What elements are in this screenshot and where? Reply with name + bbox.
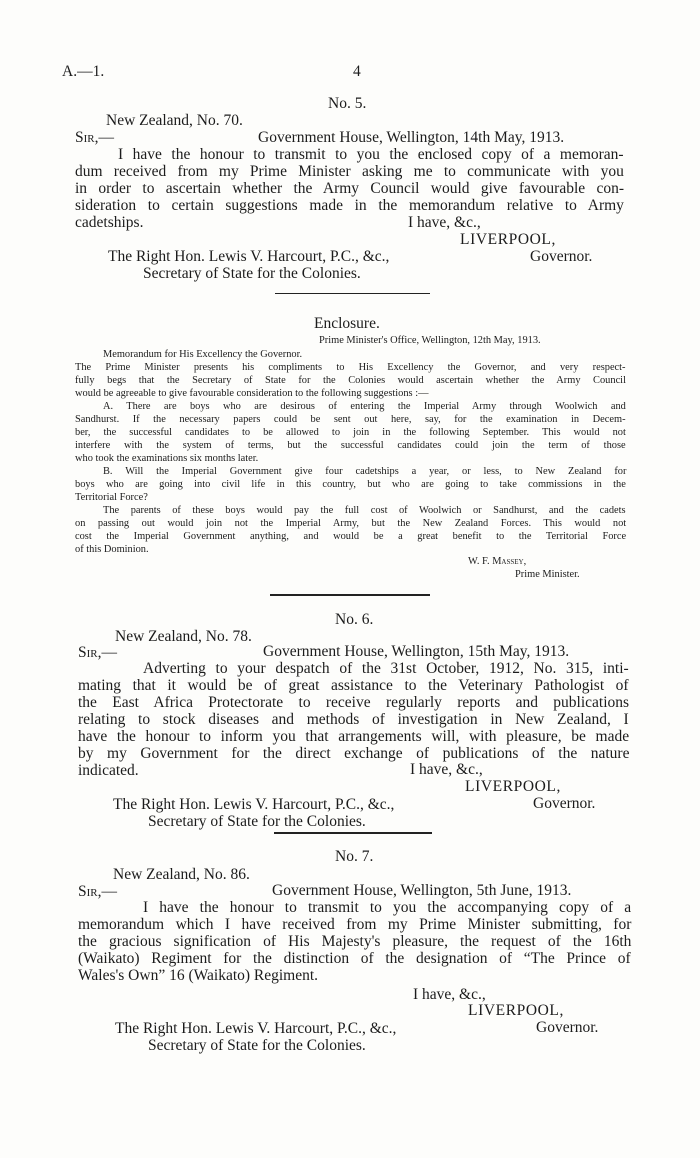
body-line: Adverting to your despatch of the 31st October, 1912, No. 315, inti- [143, 660, 629, 677]
enclosure-line: boys who are going into civil life in this country, but who are going to take commissions in the [75, 479, 626, 490]
page-number: 4 [353, 63, 361, 80]
page-ref: A.—1. [62, 63, 105, 80]
body-line: have the honour to inform you that arrangements will, with pleasure, be made [78, 728, 630, 745]
enclosure-line: would be agreeable to give favourable consideration to the following suggestions :— [75, 388, 429, 399]
enclosure-signatory: W. F. Massey, [468, 556, 527, 567]
enclosure-line: Sandhurst. If the necessary papers could be sent out here, say, for the examination in Decem- [75, 414, 626, 425]
body-line: relating to stock diseases and methods of investigation in New Zealand, I [78, 711, 629, 728]
signature: LIVERPOOL, [468, 1002, 564, 1019]
nz-number: New Zealand, No. 70. [106, 112, 243, 129]
closing: I have, &c., [410, 761, 483, 778]
addressee-role: Secretary of State for the Colonies. [148, 1037, 366, 1054]
enclosure-line: ber, the successful candidates to be allowed to join in the following September. This would not [75, 427, 626, 438]
place-date: Government House, Wellington, 14th May, 1913. [258, 129, 565, 146]
body-line: sideration to certain suggestions made in the memorandum relative to Army [75, 197, 624, 214]
body-line: I have the honour to transmit to you the enclosed copy of a memoran- [118, 146, 624, 163]
enclosure-line: who took the examinations six months later. [75, 453, 259, 464]
divider [275, 293, 430, 294]
place-date: Government House, Wellington, 5th June, 1913. [272, 882, 572, 899]
signature: LIVERPOOL, [465, 778, 561, 795]
signature: LIVERPOOL, [460, 231, 556, 248]
enclosure-line: The Prime Minister presents his compliments to His Excellency the Governor, and very respect- [75, 362, 626, 373]
salutation: Sir,— [75, 129, 114, 146]
enclosure-line: fully begs that the Secretary of State for the Colonies would ascertain whether the Army Council [75, 375, 626, 386]
place-date: Government House, Wellington, 15th May, 1913. [263, 643, 570, 660]
body-line: memorandum which I have received from my Prime Minister submitting, for [78, 916, 632, 933]
divider [270, 594, 430, 596]
body-line: cadetships. [75, 214, 144, 231]
enclosure-line: The parents of these boys would pay the full cost of Woolwich or Sandhurst, and the cadets [103, 505, 626, 516]
addressee-role: Secretary of State for the Colonies. [143, 265, 361, 282]
signatory-title: Governor. [533, 795, 596, 812]
enclosure-line: of this Dominion. [75, 544, 149, 555]
enclosure-line: Territorial Force? [75, 492, 148, 503]
enclosure-line: B. Will the Imperial Government give four cadetships a year, or less, to New Zealand for [103, 466, 627, 477]
nz-number: New Zealand, No. 78. [115, 628, 252, 645]
addressee: The Right Hon. Lewis V. Harcourt, P.C., &c., [108, 248, 390, 265]
body-line: (Waikato) Regiment for the distinction of the designation of “The Prince of [78, 950, 631, 967]
enclosure-heading: Enclosure. [314, 315, 380, 332]
enclosure-line: A. There are boys who are desirous of entering the Imperial Army through Woolwich and [103, 401, 626, 412]
body-line: in order to ascertain whether the Army Council would give favourable con- [75, 180, 625, 197]
enclosure-line: on passing out would join not the Imperial Army, but the New Zealand Forces. This would not [75, 518, 627, 529]
enclosure-line: interfere with the system of terms, but the successful candidates could join the term of those [75, 440, 626, 451]
closing: I have, &c., [413, 986, 486, 1003]
body-line: I have the honour to transmit to you the accompanying copy of a [143, 899, 632, 916]
addressee: The Right Hon. Lewis V. Harcourt, P.C., &c., [115, 1020, 397, 1037]
salutation: Sir,— [78, 644, 117, 661]
letter-number: No. 7. [335, 848, 374, 865]
body-line: the East Africa Protectorate to receive regularly reports and publications [78, 694, 630, 711]
divider [274, 832, 432, 834]
body-line: the gracious signification of His Majesty's pleasure, the request of the 16th [78, 933, 632, 950]
body-line: by my Government for the direct exchange of publications of the nature [78, 745, 630, 762]
addressee-role: Secretary of State for the Colonies. [148, 813, 366, 830]
enclosure-line: Memorandum for His Excellency the Governor. [103, 349, 303, 360]
signatory-title: Governor. [536, 1019, 599, 1036]
signatory-title: Governor. [530, 248, 593, 265]
body-line: dum received from my Prime Minister asking me to communicate with you [75, 163, 624, 180]
nz-number: New Zealand, No. 86. [113, 866, 250, 883]
closing: I have, &c., [408, 214, 481, 231]
letter-number: No. 6. [335, 611, 374, 628]
salutation: Sir,— [78, 883, 117, 900]
body-line: Wales's Own” 16 (Waikato) Regiment. [78, 967, 319, 984]
enclosure-signatory-title: Prime Minister. [515, 569, 580, 580]
addressee: The Right Hon. Lewis V. Harcourt, P.C., &c., [113, 796, 395, 813]
body-line: indicated. [78, 762, 139, 779]
letter-number: No. 5. [328, 95, 367, 112]
body-line: mating that it would be of great assistance to the Veterinary Pathologist of [78, 677, 629, 694]
enclosure-line: cost the Imperial Government anything, and would be a great benefit to the Territorial Force [75, 531, 627, 542]
enclosure-office-date: Prime Minister's Office, Wellington, 12th May, 1913. [319, 335, 541, 346]
